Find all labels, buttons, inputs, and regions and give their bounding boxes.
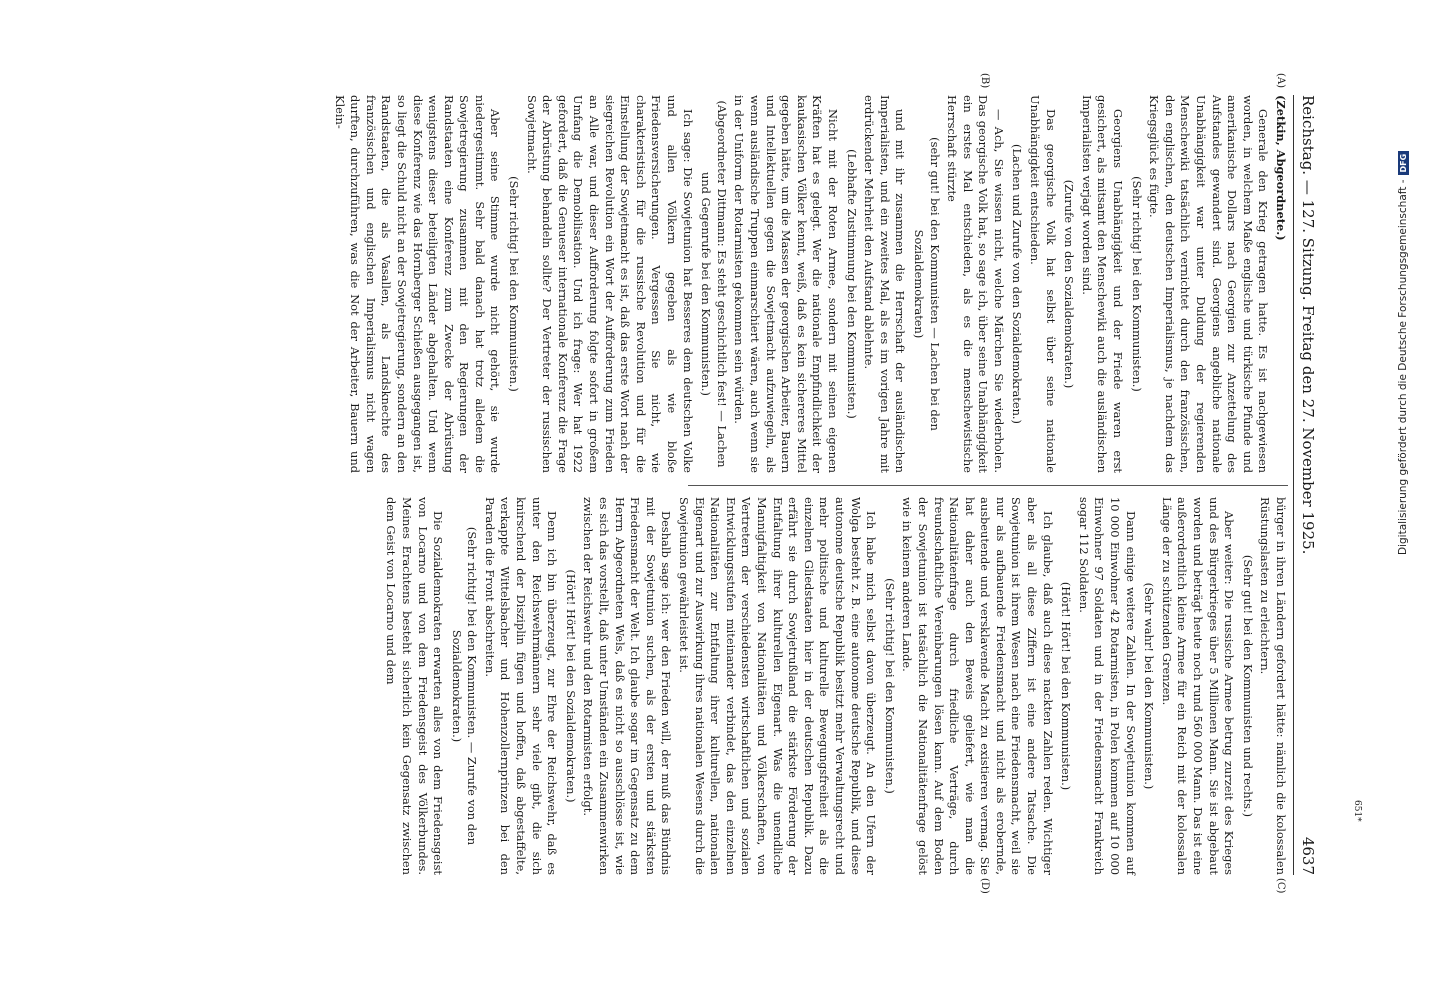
left-column [329,95,1288,473]
paragraph: bürger in ihren Ländern gefordert hätte: nämlich die kolossalen Rüstungslasten zu erleichtern. [1258,497,1288,875]
interjection: (Zurufe von den Sozialdemokraten.) [1062,179,1077,389]
paragraph: Aber weiter: Die russische Armee betrug zurzeit des Krieges und des Bürgerkrieges über 5 Millionen Mann. Sie ist abgebaut worden und beträgt heute noch rund 560 000 Mann. Das ist eine außerordentlich kleine Armee für ein Reich mit der kolossalen Länge der zu schützenden Grenzen. [1159,497,1237,875]
speaker-label: (Zetkin, Abgeordnete.) [1274,95,1288,241]
digitization-credit [1397,151,1409,555]
margin-mark-b: (B) [979,73,990,89]
column-divider [688,485,1288,486]
bottom-page-mark: 651* [1352,800,1362,822]
page-content [90,73,1320,894]
paragraph: Nicht mit der Roten Armee, sondern mit seinen eigenen Kräften hat es gelegt. Wer die nationale Empfindlichkeit der kaukasischen Völker kennt, weiß, daß es kein sichereres Mittel gegeben hätte, um die Massen der georgischen Arbeiter, Bauern und Intellektuellen gegen die Sowjetmacht aufzuwiegeln, als wenn ausländische Truppen einmarschiert wären, auch wenn sie in der Uniform der Rotarmisten gekommen sein würden. [732,95,840,473]
interjection: (Abgeordneter Dittmann: Es steht geschichtlich fest! — Lachen und Gegenrufe bei den Kommunisten.) [699,100,729,468]
interjection: (Sehr richtig! bei den Kommunisten. — Zurufe von den Sozialdemokraten.) [449,526,480,846]
running-header [1296,95,1320,875]
interjection: (sehr gut! bei den Kommunisten — Lachen bei den Sozialdemokraten) [911,137,942,431]
paragraph: Ich sage: Die Sowjetunion hat Besseres dem deutschen Volke und allen Völkern gegeben als wie bloße Friedensversicherungen. Vergessen Sie nicht, wie charakteristisch für die russische Revolution und für die Einstellung der Sowjetmacht es ist, daß das erste Wort nach der siegreichen Revolution ein Wort der Aufforderung zum Frieden an Alle war, und dieser Aufforderung folgte sofort in großem Umfang die Demobilisation. Und ich frage: Wer hat 1922 gefordert, daß die Genueser internationale Konferenz die Frage der Abrüstung behandeln sollte? Der Vertreter der russischen Sowjetmacht. [524,95,695,473]
rotated-page [90,73,1320,894]
paragraph: Dann einige weitere Zahlen. In der Sowjetunion kommen auf 10 000 Einwohner 42 Rotarmisten, in Polen kommen auf 10 000 Einwohner 97 Soldaten und in der Friedensmacht Frankreich sogar 112 Soldaten. [1076,497,1138,875]
interjection: (Sehr gut! bei den Kommunisten und rechts.) [1240,554,1255,818]
interjection: (Lachen und Zurufe von den Sozialdemokraten.) [1010,144,1025,424]
paragraph: Deshalb sage ich: wer den Frieden will, der muß das Bündnis mit der Sowjetunion suchen, als der ersten und stärksten Friedensmacht der Welt. Ich glaube sogar im Gegensatz zu dem Herrn Abgeordneten Wels, daß es nicht so ausschlösse ist, wie es sich das vorstellt, daß unter Umständen ein Zusammenwirken zwischen der Reichswehr und den Rotarmisten erfolgt. [581,497,674,875]
paragraph: Die Sozialdemokraten erwarten alles von dem Friedensgeist von Locarno und von dem Friedensgeist des Völkerbundes. Meines Erachtens besteht sicherlich kein Gegensatz zwischen dem Geist von Locarno und dem [384,497,446,875]
dfg-logo: DFG [1398,151,1409,176]
interjection: (Sehr richtig! bei den Kommunisten.) [507,176,522,392]
margin-mark-d: (D) [979,878,990,894]
interjection: (Sehr richtig! bei den Kommunisten.) [882,578,897,794]
paragraph: Ich glaube, daß auch diese nackten Zahlen reden. Wichtiger aber als all diese Ziffern ist eine andere Tatsache. Die Sowjetunion ist ihrem Wesen nach eine Friedensmacht, weil sie nur als aufbauende Friedensmacht und nicht als erobernde, ausbeutende und versklavende Macht zu existieren vermag. Sie hat daher auch den Beweis geliefert, wie man die Nationalitätenfrage durch friedliche Verträge, durch freundschaftliche Vereinbarungen lösen kann. Auf dem Boden der Sowjetunion ist tatsächlich die Nationalitätenfrage gelöst wie in keinem anderen Lande. [900,497,1055,875]
header-rule [1293,95,1294,875]
interjection: (Hört! Hört! bei den Kommunisten.) [1059,581,1074,791]
paragraph: Ich habe mich selbst davon überzeugt. An den Ufern der Wolga besteht z. B. eine autonome deutsche Republik, und diese autonome deutsche Republik besitzt mehr Verwaltungsrecht und mehr politische und kulturelle Bewegungsfreiheit als die einzelnen Gliedstaaten hier in der deutschen Republik. Dazu erfährt sie durch Sowjetrußland die stärkste Förderung der Entfaltung ihrer kulturellen Eigenart. Was die unendliche Mannigfaltigkeit von Nationalitäten und Völkerschaften, von Vertretern der verschiedensten wirtschaftlichen und sozialen Entwicklungsstufen miteinander verbindet, das den einzelnen Nationalitäten zur Entfaltung ihrer kulturellen, nationalen Eigenart und zur Auswirkung ihres nationalen Wesens durch die Sowjetunion gewährleistet ist. [677,497,879,875]
paragraph: Das georgische Volk hat selbst über seine nationale Unabhängigkeit entschieden. [1028,95,1058,473]
paragraph: — Ach, Sie wissen nicht, welche Märchen Sie wiederholen. Das georgische Volk hat, so sage ich, über seine Unabhängigkeit ein erstes Mal entschieden, als es die menschewistische Herrschaft stürzte [945,95,1006,473]
header-page-number: 4637 [1299,836,1317,875]
paragraph: Denn ich bin überzeugt, zur Ehre der Reichswehr, daß es unter den Reichswehrmännern sehr viele gibt, die sich knirschend der Disziplin fügen und hoffen, daß abgestaffelte, verkappte Wittelsbacher und Hohenzollernprinzen bei den Paraden die Front abschreiten. [482,497,560,875]
margin-mark-a: (A) [1275,73,1286,89]
paragraph: und mit ihr zusammen die Herrschaft der ausländischen Imperialisten, und ein zweites Mal, als es im vorigen Jahre mit erdrückender Mehrheit den Aufstand ablehnte. [862,95,908,473]
margin-mark-c: (C) [1275,878,1286,894]
paragraph: Georgiens Unabhängigkeit und der Friede waren erst gesichert, als mitsamt den Menschewiki auch die ausländischen Imperialisten verjagt worden sind. [1079,95,1126,473]
paragraph: Generale den Krieg getragen hatte. Es ist nachgewiesen worden, in welchem Maße englische und türkische Pfunde und amerikanische Dollars nach Georgien zur Anzettelung des Aufstandes gewandert sind. Georgiens angebliche nationale Unabhängigkeit war unter Duldung der regierenden Menschewiki tatsächlich vernichtet durch den französischen, den englischen, den deutschen Imperialismus, je nachdem das Kriegsglück es fügte. [1147,95,1271,473]
interjection: (Lebhafte Zustimmung bei den Kommunisten.) [844,149,859,419]
interjection: (Sehr wahr! bei den Kommunisten.) [1142,582,1157,790]
interjection: (Sehr richtig! bei den Kommunisten.) [1129,176,1144,392]
right-column [381,497,1288,875]
paragraph: Aber seine Stimme wurde nicht gehört, sie wurde niedergestimmt. Sehr bald danach hat trotz alledem die Sowjetregierung zusammen mit den Regierungen der Randstaaten eine Konferenz zum Zwecke der Abrüstung wenigstens dieser beteiligten Länder abgehalten. Und wenn diese Konferenz wie das Hornberger Schießen ausgegangen ist, so liegt die Schuld nicht an der Sowjetregierung, sondern an den Randstaaten, die als Vasallen, als Landsknechte des französischen und englischen Imperialismus nicht wagen durften, durchzuführen, was die Not der Arbeiter, Bauern und Klein- [332,95,503,473]
header-title: Reichstag. — 127. Sitzung. Freitag den 27. November 1925. [1299,95,1317,555]
interjection: (Hört! Hört! bei den Sozialdemokraten.) [563,569,578,803]
credit-text: Digitalisierung gefördert durch die Deutsche Forschungsgemeinschaft - [1397,179,1409,555]
